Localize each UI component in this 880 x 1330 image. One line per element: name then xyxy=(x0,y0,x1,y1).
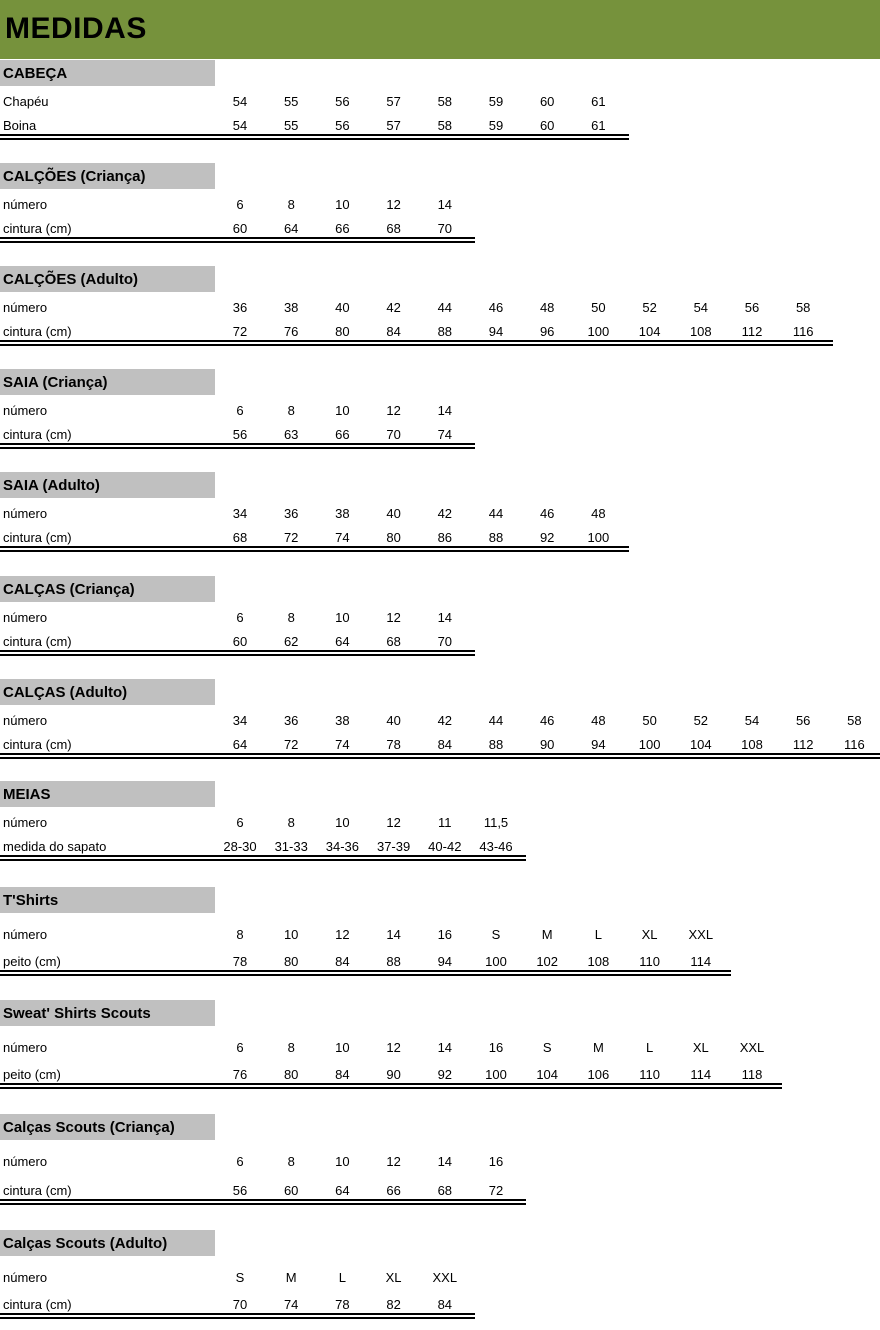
table-cell: 72 xyxy=(488,1183,504,1198)
row-label: número xyxy=(3,1154,48,1169)
table-cell: 88 xyxy=(386,954,401,969)
table-cell: 114 xyxy=(690,1067,712,1082)
size-section xyxy=(0,887,880,987)
table-cell: 14 xyxy=(386,927,401,942)
table-cell: M xyxy=(541,927,553,942)
table-cell: 60 xyxy=(539,94,555,109)
table-cell: 6 xyxy=(236,1040,244,1055)
table-cell: 84 xyxy=(335,1067,350,1082)
double-underline xyxy=(0,1083,782,1089)
table-cell: 56 xyxy=(232,1183,248,1198)
table-cell: 58 xyxy=(437,118,453,133)
table-cell: 72 xyxy=(283,530,299,545)
size-section xyxy=(0,781,880,881)
table-cell: 12 xyxy=(335,927,350,942)
table-cell: 57 xyxy=(386,94,401,109)
double-underline xyxy=(0,753,880,759)
table-cell: 78 xyxy=(386,737,401,752)
size-section xyxy=(0,60,880,160)
table-cell: 108 xyxy=(587,954,610,969)
table-cell: 11,5 xyxy=(483,815,509,830)
table-cell: 14 xyxy=(437,403,453,418)
table-cell: 42 xyxy=(437,713,453,728)
table-cell: 112 xyxy=(792,737,814,752)
section-title: CALÇÕES (Adulto) xyxy=(3,271,138,288)
table-cell: 58 xyxy=(847,713,862,728)
table-cell: 34-36 xyxy=(325,839,360,854)
table-cell: 58 xyxy=(795,300,811,315)
table-cell: 61 xyxy=(591,94,606,109)
row-label: cintura (cm) xyxy=(3,221,72,236)
table-cell: 76 xyxy=(283,324,299,339)
section-title: SAIA (Adulto) xyxy=(3,477,100,494)
table-cell: 42 xyxy=(437,506,453,521)
table-cell: 58 xyxy=(437,94,453,109)
row-label: cintura (cm) xyxy=(3,324,72,339)
table-cell: 46 xyxy=(488,300,504,315)
table-cell: 16 xyxy=(437,927,453,942)
table-cell: 70 xyxy=(386,427,401,442)
table-cell: 40 xyxy=(386,506,401,521)
table-cell: 6 xyxy=(236,610,244,625)
table-cell: 66 xyxy=(335,221,350,236)
table-cell: 108 xyxy=(741,737,763,752)
table-cell: 6 xyxy=(236,1154,244,1169)
size-section xyxy=(0,1000,880,1100)
table-cell: L xyxy=(645,1040,654,1055)
table-cell: 14 xyxy=(437,610,453,625)
table-cell: 108 xyxy=(689,324,712,339)
row-label: número xyxy=(3,713,48,728)
table-cell: 12 xyxy=(386,1040,401,1055)
row-label: número xyxy=(3,403,48,418)
table-cell: 62 xyxy=(283,634,299,649)
table-cell: 8 xyxy=(287,815,295,830)
table-cell: 94 xyxy=(591,737,606,752)
table-cell: 94 xyxy=(488,324,504,339)
table-cell: 56 xyxy=(335,118,350,133)
table-cell: 66 xyxy=(335,427,350,442)
table-cell: 82 xyxy=(386,1297,401,1312)
row-label: cintura (cm) xyxy=(3,427,72,442)
table-cell: 92 xyxy=(437,1067,453,1082)
table-cell: 63 xyxy=(283,427,299,442)
table-cell: 102 xyxy=(536,954,559,969)
table-cell: 8 xyxy=(287,1154,295,1169)
table-cell: 80 xyxy=(386,530,401,545)
table-cell: 80 xyxy=(283,1067,299,1082)
table-cell: 34 xyxy=(232,713,248,728)
table-cell: 40 xyxy=(335,300,350,315)
table-cell: 11 xyxy=(438,815,452,830)
table-cell: 12 xyxy=(386,197,401,212)
table-cell: 44 xyxy=(437,300,453,315)
table-cell: 100 xyxy=(587,324,610,339)
table-cell: 56 xyxy=(335,94,350,109)
table-cell: 50 xyxy=(642,713,657,728)
table-cell: 38 xyxy=(335,506,350,521)
double-underline xyxy=(0,443,475,449)
size-section xyxy=(0,369,880,469)
table-cell: 44 xyxy=(488,713,504,728)
section-header xyxy=(0,1230,215,1256)
table-cell: 16 xyxy=(488,1154,504,1169)
table-cell: 57 xyxy=(386,118,401,133)
table-cell: 74 xyxy=(335,737,350,752)
table-cell: 110 xyxy=(639,1067,660,1082)
table-cell: S xyxy=(542,1040,552,1055)
table-cell: 60 xyxy=(283,1183,299,1198)
table-cell: M xyxy=(592,1040,604,1055)
table-cell: 55 xyxy=(283,118,299,133)
page-title: MEDIDAS xyxy=(5,12,147,45)
table-cell: 100 xyxy=(587,530,610,545)
table-cell: 90 xyxy=(539,737,555,752)
row-label: número xyxy=(3,1040,48,1055)
table-cell: 10 xyxy=(335,403,350,418)
table-cell: 70 xyxy=(232,1297,248,1312)
table-cell: 68 xyxy=(232,530,248,545)
table-cell: 88 xyxy=(488,530,504,545)
table-cell: XL xyxy=(385,1270,402,1285)
table-cell: 60 xyxy=(232,634,248,649)
table-cell: 36 xyxy=(283,506,299,521)
row-label: número xyxy=(3,815,48,830)
section-header xyxy=(0,679,215,705)
table-cell: L xyxy=(338,1270,346,1285)
title-banner xyxy=(0,0,880,59)
table-cell: 60 xyxy=(232,221,248,236)
section-title: SAIA (Criança) xyxy=(3,374,108,391)
table-cell: 114 xyxy=(690,954,712,969)
table-cell: 38 xyxy=(335,713,350,728)
table-cell: 92 xyxy=(539,530,555,545)
table-cell: 43-46 xyxy=(479,839,513,854)
table-cell: 61 xyxy=(591,118,606,133)
section-title: CABEÇA xyxy=(3,65,68,82)
section-header xyxy=(0,266,215,292)
table-cell: 55 xyxy=(283,94,299,109)
row-label: peito (cm) xyxy=(3,954,61,969)
table-cell: 106 xyxy=(587,1067,610,1082)
double-underline xyxy=(0,134,629,140)
table-cell: 42 xyxy=(386,300,401,315)
table-cell: 64 xyxy=(232,737,248,752)
table-cell: 104 xyxy=(638,324,661,339)
section-header xyxy=(0,887,215,913)
table-cell: XXL xyxy=(432,1270,458,1285)
section-title: CALÇAS (Criança) xyxy=(3,581,135,598)
table-cell: 10 xyxy=(335,197,350,212)
table-cell: 14 xyxy=(437,1154,453,1169)
table-cell: 12 xyxy=(386,610,401,625)
table-cell: 8 xyxy=(287,610,295,625)
table-cell: XXL xyxy=(688,927,714,942)
table-cell: 59 xyxy=(488,94,504,109)
table-cell: 46 xyxy=(539,506,555,521)
table-cell: 8 xyxy=(287,1040,295,1055)
row-label: cintura (cm) xyxy=(3,737,72,752)
size-section xyxy=(0,679,880,779)
row-label: cintura (cm) xyxy=(3,1183,72,1198)
table-cell: 74 xyxy=(437,427,453,442)
section-title: CALÇAS (Adulto) xyxy=(3,684,128,701)
table-cell: 116 xyxy=(844,737,865,752)
table-cell: 54 xyxy=(232,118,248,133)
table-cell: 66 xyxy=(386,1183,401,1198)
table-cell: 70 xyxy=(437,634,453,649)
table-cell: 104 xyxy=(536,1067,559,1082)
table-cell: 8 xyxy=(287,197,295,212)
table-cell: 84 xyxy=(437,1297,453,1312)
table-cell: 80 xyxy=(283,954,299,969)
table-cell: 54 xyxy=(232,94,248,109)
table-cell: 48 xyxy=(539,300,555,315)
table-cell: 40 xyxy=(386,713,401,728)
table-cell: 88 xyxy=(488,737,504,752)
table-cell: 84 xyxy=(437,737,453,752)
table-cell: 68 xyxy=(386,221,401,236)
table-cell: 78 xyxy=(232,954,248,969)
table-cell: 68 xyxy=(386,634,401,649)
table-cell: 52 xyxy=(642,300,657,315)
table-cell: 14 xyxy=(437,1040,453,1055)
table-cell: 74 xyxy=(335,530,350,545)
section-header xyxy=(0,1000,215,1026)
table-cell: 46 xyxy=(539,713,555,728)
table-cell: 12 xyxy=(386,815,401,830)
table-cell: 56 xyxy=(232,427,248,442)
row-label: Boina xyxy=(3,118,37,133)
double-underline xyxy=(0,1199,526,1205)
table-cell: 100 xyxy=(485,954,507,969)
table-cell: 56 xyxy=(795,713,811,728)
table-cell: 74 xyxy=(283,1297,299,1312)
table-cell: 54 xyxy=(744,713,760,728)
double-underline xyxy=(0,340,833,346)
table-cell: 100 xyxy=(638,737,661,752)
table-cell: 118 xyxy=(741,1067,763,1082)
table-cell: 64 xyxy=(335,634,350,649)
table-cell: 12 xyxy=(386,1154,401,1169)
double-underline xyxy=(0,546,629,552)
table-cell: 10 xyxy=(335,1040,350,1055)
table-cell: 6 xyxy=(236,197,244,212)
table-cell: 96 xyxy=(539,324,555,339)
table-cell: 8 xyxy=(236,927,244,942)
table-cell: 112 xyxy=(741,324,763,339)
section-header xyxy=(0,369,215,395)
table-cell: 116 xyxy=(792,324,814,339)
table-cell: 76 xyxy=(232,1067,248,1082)
row-label: número xyxy=(3,927,48,942)
table-cell: 86 xyxy=(437,530,453,545)
size-section xyxy=(0,163,880,263)
table-cell: 78 xyxy=(335,1297,350,1312)
double-underline xyxy=(0,855,526,861)
row-label: cintura (cm) xyxy=(3,1297,72,1312)
table-cell: 54 xyxy=(693,300,709,315)
table-cell: 10 xyxy=(335,815,350,830)
section-title: CALÇÕES (Criança) xyxy=(3,168,146,185)
table-cell: 6 xyxy=(236,403,244,418)
table-cell: 52 xyxy=(693,713,709,728)
table-cell: 31-33 xyxy=(274,839,308,854)
section-header xyxy=(0,576,215,602)
size-section xyxy=(0,1230,880,1330)
table-cell: 50 xyxy=(591,300,606,315)
table-cell: 90 xyxy=(386,1067,401,1082)
double-underline xyxy=(0,970,731,976)
table-cell: 64 xyxy=(335,1183,350,1198)
size-section xyxy=(0,576,880,676)
section-header xyxy=(0,472,215,498)
table-cell: 72 xyxy=(283,737,299,752)
row-label: Chapéu xyxy=(3,94,49,109)
table-cell: XXL xyxy=(739,1040,765,1055)
table-cell: 84 xyxy=(386,324,401,339)
table-cell: 60 xyxy=(539,118,555,133)
section-title: MEIAS xyxy=(3,786,51,803)
row-label: medida do sapato xyxy=(3,839,107,854)
table-cell: 64 xyxy=(283,221,299,236)
row-label: cintura (cm) xyxy=(3,634,72,649)
table-cell: 72 xyxy=(232,324,248,339)
table-cell: 44 xyxy=(488,506,504,521)
size-section xyxy=(0,266,880,366)
section-header xyxy=(0,163,215,189)
row-label: peito (cm) xyxy=(3,1067,61,1082)
row-label: número xyxy=(3,1270,48,1285)
table-cell: 14 xyxy=(437,197,453,212)
table-cell: 38 xyxy=(283,300,299,315)
table-cell: L xyxy=(594,927,602,942)
section-title: Sweat' Shirts Scouts xyxy=(3,1005,151,1022)
table-cell: 94 xyxy=(437,954,453,969)
table-cell: 16 xyxy=(488,1040,504,1055)
table-cell: 48 xyxy=(591,506,606,521)
double-underline xyxy=(0,650,475,656)
row-label: número xyxy=(3,300,48,315)
section-header xyxy=(0,60,215,86)
table-cell: 110 xyxy=(639,954,660,969)
double-underline xyxy=(0,1313,475,1319)
section-title: Calças Scouts (Criança) xyxy=(3,1119,175,1136)
section-title: T'Shirts xyxy=(3,892,59,909)
table-cell: 104 xyxy=(689,737,712,752)
table-cell: 100 xyxy=(485,1067,507,1082)
table-cell: 37-39 xyxy=(376,839,411,854)
table-cell: XL xyxy=(692,1040,709,1055)
table-cell: 36 xyxy=(283,713,299,728)
table-cell: M xyxy=(285,1270,297,1285)
table-cell: 34 xyxy=(232,506,248,521)
size-section xyxy=(0,472,880,572)
table-cell: S xyxy=(491,927,501,942)
table-cell: 12 xyxy=(386,403,401,418)
table-cell: XL xyxy=(641,927,658,942)
table-cell: 40-42 xyxy=(428,839,462,854)
table-cell: 56 xyxy=(744,300,760,315)
section-title: Calças Scouts (Adulto) xyxy=(3,1235,168,1252)
table-cell: 10 xyxy=(283,927,299,942)
table-cell: 48 xyxy=(591,713,606,728)
size-section xyxy=(0,1114,880,1214)
table-cell: 59 xyxy=(488,118,504,133)
table-cell: 70 xyxy=(437,221,453,236)
section-header xyxy=(0,781,215,807)
table-cell: 28-30 xyxy=(223,839,257,854)
table-cell: S xyxy=(235,1270,245,1285)
row-label: número xyxy=(3,610,48,625)
table-cell: 80 xyxy=(335,324,350,339)
double-underline xyxy=(0,237,475,243)
table-cell: 8 xyxy=(287,403,295,418)
section-header xyxy=(0,1114,215,1140)
table-cell: 10 xyxy=(335,1154,350,1169)
table-cell: 36 xyxy=(232,300,248,315)
table-cell: 84 xyxy=(335,954,350,969)
row-label: cintura (cm) xyxy=(3,530,72,545)
table-cell: 10 xyxy=(335,610,350,625)
row-label: número xyxy=(3,506,48,521)
table-cell: 6 xyxy=(236,815,244,830)
table-cell: 88 xyxy=(437,324,453,339)
row-label: número xyxy=(3,197,48,212)
table-cell: 68 xyxy=(437,1183,453,1198)
